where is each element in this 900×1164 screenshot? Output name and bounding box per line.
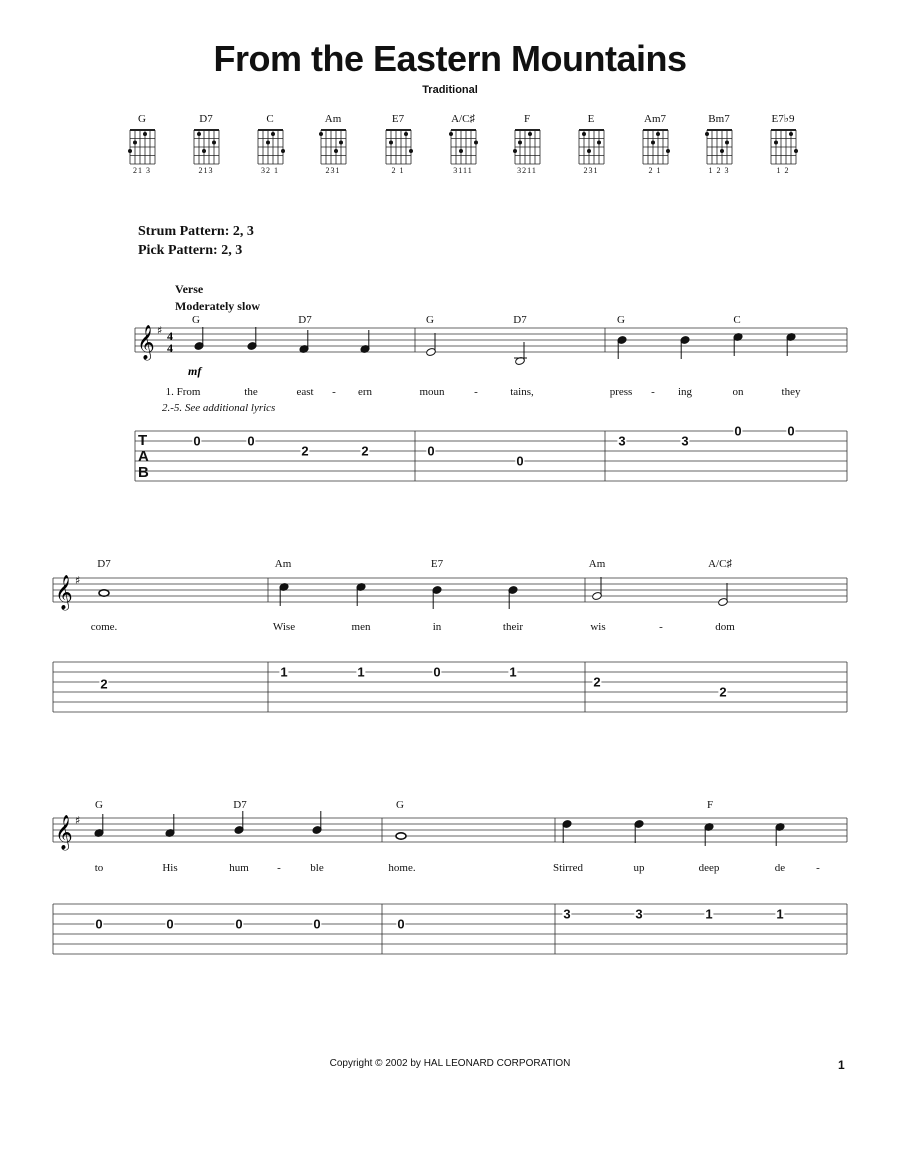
tempo-marking: Moderately slow bbox=[175, 299, 260, 313]
tab-fret: 0 bbox=[95, 916, 103, 932]
tab-fret: 2 bbox=[301, 443, 309, 459]
lyric-syllable: Stirred bbox=[553, 862, 583, 874]
lyric-hyphen: - bbox=[816, 862, 820, 874]
chord-symbol: G bbox=[617, 314, 625, 326]
lyric-syllable: home. bbox=[388, 862, 416, 874]
tab-fret: 0 bbox=[787, 423, 795, 439]
tab-fret: 0 bbox=[166, 916, 174, 932]
tab-fret: 1 bbox=[357, 664, 365, 680]
lyric-syllable: ble bbox=[310, 862, 324, 874]
chord-diagram-fingering: 32 1 bbox=[261, 166, 279, 175]
chord-symbol: D7 bbox=[97, 558, 111, 570]
lyric-syllable: moun bbox=[419, 386, 445, 398]
copyright-notice: Copyright © 2002 by HAL LEONARD CORPORATION bbox=[329, 1058, 571, 1069]
lyric-syllable: on bbox=[732, 386, 744, 398]
lyric-syllable: to bbox=[94, 862, 104, 874]
lyric-hyphen: - bbox=[332, 386, 336, 398]
tab-fret: 2 bbox=[719, 684, 727, 700]
chord-diagram-name: C bbox=[266, 113, 274, 125]
lyric-syllable: ern bbox=[357, 386, 373, 398]
tab-clef-t: T bbox=[138, 432, 148, 449]
chord-diagram-name: Am bbox=[324, 113, 342, 125]
lyric-hyphen: - bbox=[651, 386, 655, 398]
sharp-icon: ♯ bbox=[157, 324, 163, 337]
tab-fret: 0 bbox=[247, 433, 255, 449]
system-2-tab bbox=[53, 662, 847, 712]
chord-diagram-name: Bm7 bbox=[708, 113, 730, 125]
chord-diagram-name: E7♭9 bbox=[771, 113, 795, 125]
tab-fret: 1 bbox=[280, 664, 288, 680]
treble-clef-icon: 𝄞 bbox=[55, 575, 73, 610]
chord-symbol: D7 bbox=[298, 314, 312, 326]
lyric-syllable: men bbox=[351, 621, 371, 633]
time-sig-top: 4 bbox=[167, 329, 173, 343]
tab-fret: 0 bbox=[235, 916, 243, 932]
tab-fret: 1 bbox=[509, 664, 517, 680]
system-2-notes bbox=[99, 577, 728, 609]
tab-fret: 3 bbox=[563, 906, 571, 922]
lyric-syllable: in bbox=[432, 621, 442, 633]
treble-clef-icon: 𝄞 bbox=[55, 815, 73, 850]
tab-fret: 0 bbox=[734, 423, 742, 439]
system-3-notes bbox=[94, 811, 785, 846]
tab-fret: 0 bbox=[313, 916, 321, 932]
chord-diagram-fingering: 1 2 3 bbox=[708, 166, 730, 175]
lyric-syllable: Wise bbox=[272, 621, 296, 633]
tab-fret: 1 bbox=[705, 906, 713, 922]
lyric-hyphen: - bbox=[474, 386, 478, 398]
time-sig-bottom: 4 bbox=[167, 341, 173, 355]
lyric-syllable: tains, bbox=[510, 386, 534, 398]
lyric-syllable: deep bbox=[698, 862, 720, 874]
lyric-syllable: dom bbox=[715, 621, 735, 633]
chord-diagram-fingering: 3211 bbox=[517, 166, 537, 175]
pick-pattern: Pick Pattern: 2, 3 bbox=[138, 243, 243, 258]
lyric-syllable: hum bbox=[229, 862, 249, 874]
lyric-syllable: they bbox=[781, 386, 801, 398]
lyric-syllable: wis bbox=[590, 621, 606, 633]
chord-diagram-name: A/C♯ bbox=[451, 113, 475, 125]
system-1-tab bbox=[135, 431, 847, 481]
chord-diagram-fingering: 3111 bbox=[453, 166, 473, 175]
tab-fret: 2 bbox=[100, 676, 108, 692]
chord-diagram-name: D7 bbox=[199, 113, 213, 125]
chord-diagram-fingering: 231 bbox=[325, 166, 341, 175]
song-title: From the Eastern Mountains bbox=[213, 38, 687, 79]
dynamic-mf: mf bbox=[188, 364, 202, 378]
lyric-syllable: up bbox=[633, 862, 645, 874]
tab-clef-a: A bbox=[138, 448, 149, 465]
lyric-syllable: east bbox=[296, 386, 314, 398]
tab-fret: 0 bbox=[427, 443, 435, 459]
tab-fret: 1 bbox=[776, 906, 784, 922]
chord-symbol: D7 bbox=[513, 314, 527, 326]
lyric-syllable: press bbox=[609, 386, 633, 398]
chord-diagram-name: E7 bbox=[391, 113, 405, 125]
chord-diagram-name: E bbox=[587, 113, 595, 125]
lyric-syllable: de bbox=[774, 862, 786, 874]
chord-diagram-fingering: 2 1 bbox=[391, 166, 405, 175]
chord-symbol: F bbox=[706, 799, 714, 811]
chord-diagram-name: G bbox=[138, 113, 146, 125]
tab-fret: 0 bbox=[193, 433, 201, 449]
sharp-icon: ♯ bbox=[75, 574, 81, 587]
chord-diagram-name: Am7 bbox=[644, 113, 666, 125]
tab-fret: 0 bbox=[433, 664, 441, 680]
tab-fret: 3 bbox=[635, 906, 643, 922]
chord-diagram-fingering: 2 1 bbox=[648, 166, 662, 175]
page-number: 1 bbox=[838, 1058, 845, 1072]
chord-symbol: E7 bbox=[430, 558, 444, 570]
sharp-icon: ♯ bbox=[75, 814, 81, 827]
additional-lyrics-note: 2.-5. See additional lyrics bbox=[162, 402, 276, 414]
chord-symbol: D7 bbox=[233, 799, 247, 811]
chord-symbol: Am bbox=[274, 558, 292, 570]
system-2-staff bbox=[53, 578, 847, 602]
section-label: Verse bbox=[175, 282, 204, 296]
tab-fret: 0 bbox=[516, 453, 524, 469]
lyric-hyphen: - bbox=[277, 862, 281, 874]
chord-symbol: G bbox=[396, 799, 404, 811]
chord-symbol: G bbox=[426, 314, 434, 326]
lyric-syllable: ing bbox=[677, 386, 693, 398]
lyric-syllable: His bbox=[162, 862, 178, 874]
lyric-hyphen: - bbox=[659, 621, 663, 633]
tab-fret: 2 bbox=[593, 674, 601, 690]
chord-symbol: Am bbox=[588, 558, 606, 570]
treble-clef-icon: 𝄞 bbox=[137, 325, 155, 360]
chord-symbol: G bbox=[192, 314, 200, 326]
lyric-syllable: 1. From bbox=[165, 386, 201, 398]
chord-symbol: C bbox=[733, 314, 741, 326]
lyric-syllable: their bbox=[502, 621, 524, 633]
chord-diagram-name: F bbox=[523, 113, 531, 125]
lyric-syllable: the bbox=[244, 386, 258, 398]
tab-fret: 3 bbox=[618, 433, 626, 449]
tab-clef-b: B bbox=[138, 464, 149, 481]
chord-symbol: G bbox=[95, 799, 103, 811]
strum-pattern: Strum Pattern: 2, 3 bbox=[138, 224, 254, 239]
chord-symbol: A/C♯ bbox=[708, 558, 732, 570]
tab-fret: 0 bbox=[397, 916, 405, 932]
chord-diagram-fingering: 1 2 bbox=[776, 166, 790, 175]
tab-fret: 2 bbox=[361, 443, 369, 459]
composer-credit: Traditional bbox=[422, 84, 478, 96]
tab-fret: 3 bbox=[681, 433, 689, 449]
chord-diagram-fingering: 231 bbox=[583, 166, 599, 175]
chord-diagram-fingering: 21 3 bbox=[133, 166, 151, 175]
chord-diagram-fingering: 213 bbox=[198, 166, 214, 175]
lyric-syllable: come. bbox=[90, 621, 118, 633]
